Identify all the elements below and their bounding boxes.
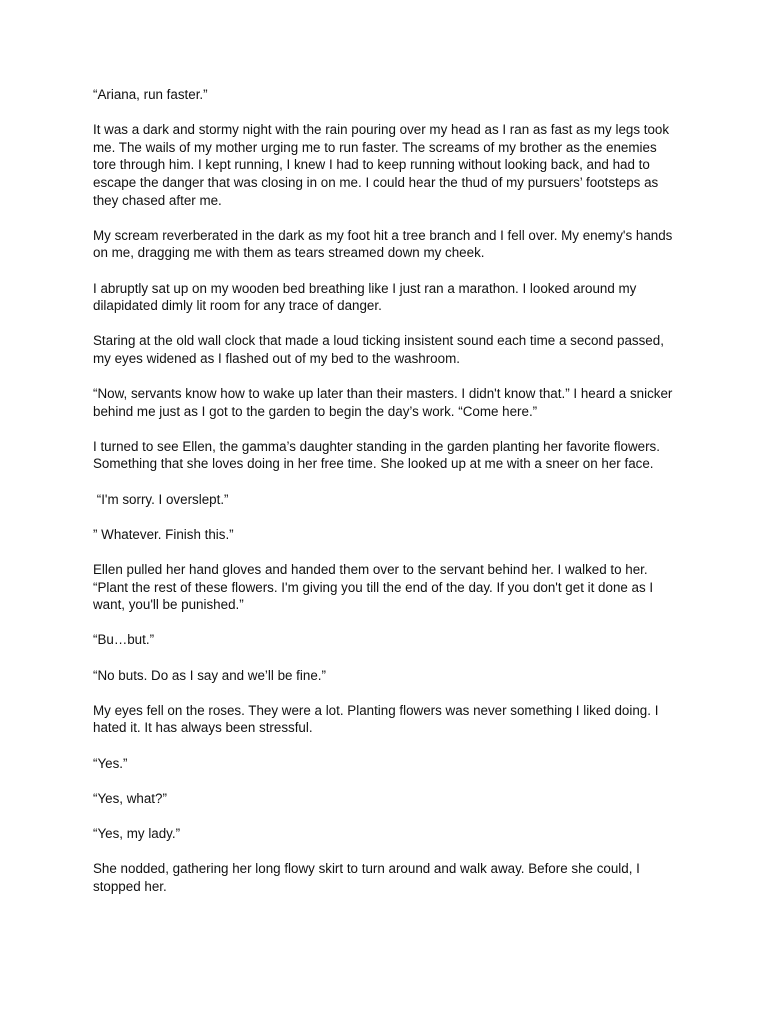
paragraph-2: It was a dark and stormy night with the rain pouring over my head as I ran as fast as my legs took me. The wails of my mother urging me to run faster. The screams of my brother as the enemies tore through him. I kept running, I knew I had to keep running without looking back, and had to escape the danger that was closing in on me. I could hear the thud of my pursuers’ footsteps as they chased after me. <box>93 122 673 208</box>
paragraph-17: She nodded, gathering her long flowy skirt to turn around and walk away. Before she could, I stopped her. <box>93 861 644 894</box>
paragraph-15: “Yes, what?” <box>93 790 167 806</box>
paragraph-16: “Yes, my lady.” <box>93 825 181 841</box>
paragraph-4: I abruptly sat up on my wooden bed breathing like I just ran a marathon. I looked around my dilapidated dimly lit room for any trace of danger. <box>93 280 641 314</box>
paragraph-9: ” Whatever. Finish this.” <box>93 526 234 542</box>
document-page <box>93 86 683 913</box>
paragraph-13: My eyes fell on the roses. They were a lot. Planting flowers was never something I liked doing. I hated it. It has always been stressful. <box>93 702 663 736</box>
paragraph-10: Ellen pulled her hand gloves and handed them over to the servant behind her. I walked to her. “Plant the rest of these flowers. I'm giving you till the end of the day. If you don't get it done as I want, you'll be punished.” <box>93 562 657 613</box>
paragraph-5: Staring at the old wall clock that made a loud ticking insistent sound each time a second passed, my eyes widened as I flashed out of my bed to the washroom. <box>93 333 668 366</box>
paragraph-8: “I'm sorry. I overslept.” <box>93 491 229 507</box>
paragraph-12: “No buts. Do as I say and we’ll be fine.” <box>93 667 326 683</box>
paragraph-14: “Yes.” <box>93 755 128 771</box>
paragraph-3: My scream reverberated in the dark as my foot hit a tree branch and I fell over. My enemy's hands on me, dragging me with them as tears streamed down my cheek. <box>93 227 677 261</box>
paragraph-7: I turned to see Ellen, the gamma’s daughter standing in the garden planting her favorite flowers. Something that she loves doing in her free time. She looked up at me with a sneer on her face. <box>93 438 664 472</box>
paragraph-11: “Bu…but.” <box>93 632 155 648</box>
paragraph-1: “Ariana, run faster.” <box>93 87 208 102</box>
paragraph-6: “Now, servants know how to wake up later than their masters. I didn't know that.” I heard a snicker behind me just as I got to the garden to begin the day’s work. “Come here.” <box>93 386 677 419</box>
